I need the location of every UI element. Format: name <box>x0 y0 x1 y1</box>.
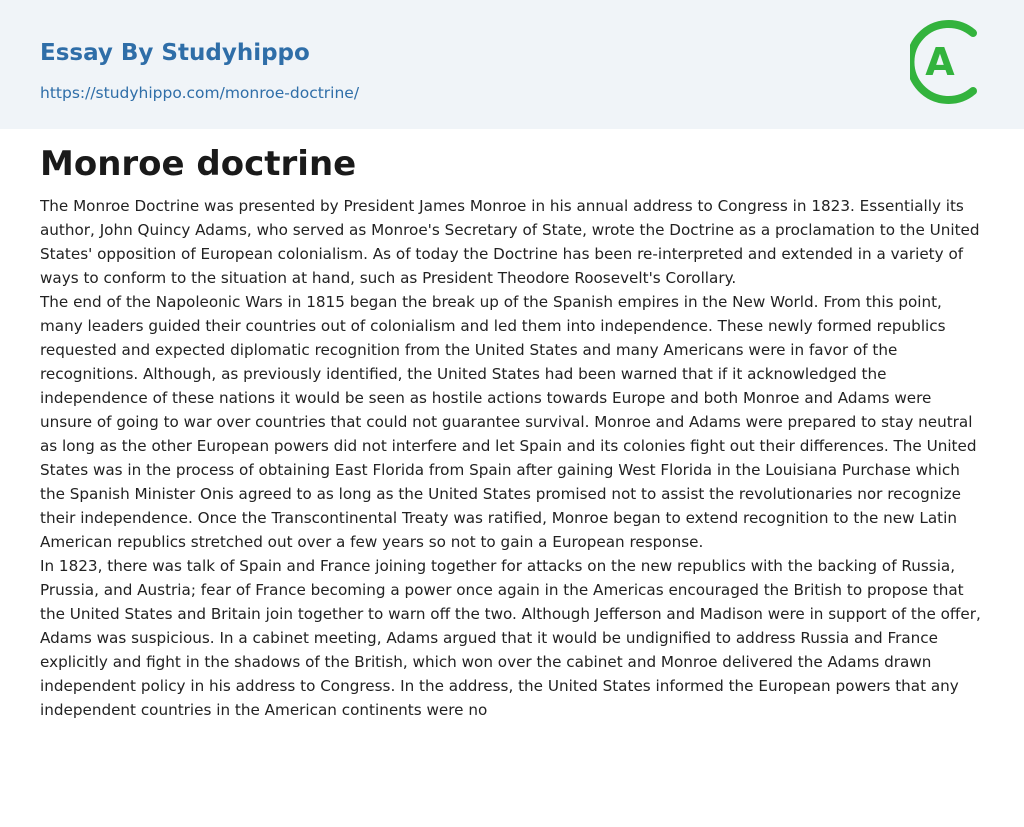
logo-letter: A <box>925 40 955 84</box>
page-url-link[interactable]: https://studyhippo.com/monroe-doctrine/ <box>40 84 360 102</box>
article-paragraph: The Monroe Doctrine was presented by President James Monroe in his annual address to Congress in 1823. Essentially its author, John Quincy Adams, who served as Monroe's Secretary of State, wrote the Doctrine as a proclamation to the United States' opposition of European colonialism. As of today the Doctrine has been re-interpreted and extended in a variety of ways to conform to the situation at hand, such as President Theodore Roosevelt's Corollary. <box>40 197 980 287</box>
article-paragraph: In 1823, there was talk of Spain and France joining together for attacks on the new republics with the backing of Russia, Prussia, and Austria; fear of France becoming a power once again in the Americas encouraged the British to propose that the United States and Britain join together to warn off the two. Although Jefferson and Madison were in support of the offer, Adams was suspicious. In a cabinet meeting, Adams argued that it would be undignified to address Russia and France explicitly and fight in the shadows of the British, which won over the cabinet and Monroe delivered the Adams drawn independent policy in his address to Congress. In the address, the United States informed the European powers that any independent countries in the American continents were no <box>40 557 981 719</box>
article-body <box>40 194 986 784</box>
article-paragraph: The end of the Napoleonic Wars in 1815 began the break up of the Spanish empires in the New World. From this point, many leaders guided their countries out of colonialism and led them into independence. These newly formed republics requested and expected diplomatic recognition from the United States and many Americans were in favor of the recognitions. Although, as previously identified, the United States had been warned that if it acknowledged the independence of these nations it would be seen as hostile actions towards Europe and both Monroe and Adams were unsure of going to war over countries that could not guarantee survival. Monroe and Adams were prepared to stay neutral as long as the other European powers did not interfere and let Spain and its colonies fight out their differences. The United States was in the process of obtaining East Florida from Spain after gaining West Florida in the Louisiana Purchase which the Spanish Minister Onis agreed to as long as the United States promised not to assist the revolutionaries nor recognize their independence. Once the Transcontinental Treaty was ratified, Monroe began to extend recognition to the new Latin American republics stretched out over a few years so not to gain a European response. <box>40 293 977 551</box>
studyhippo-logo-icon[interactable] <box>910 18 988 106</box>
article-title: Monroe doctrine <box>40 144 357 184</box>
site-brand[interactable]: Essay By Studyhippo <box>40 40 310 66</box>
site-header <box>0 0 1024 129</box>
